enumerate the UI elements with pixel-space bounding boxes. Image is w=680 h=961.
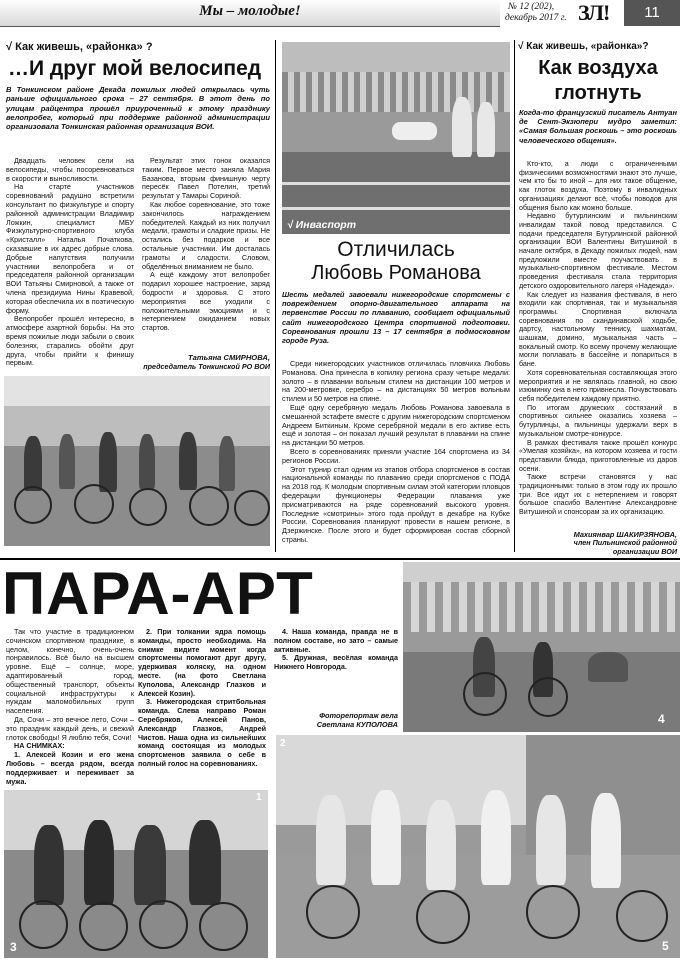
photo-number: 4 [658, 712, 665, 726]
left-article-rubric: √ Как живешь, «районка» ? [6, 41, 153, 53]
paragraph: Кто-кто, а люди с ограниченными физическими возможностями знают это лучше, чем кто бы то иной – для них такое общение, как глоток воздуха. Поэтому в инвалидных организациях делают всё, чтобы поводов для общения было как можно больше. [519, 160, 677, 212]
paragraph: В рамках фестиваля также прошёл конкурс «Умелая хозяйка», на котором хозяева и гости представили блюда, приготовленные из даров осени. [519, 438, 677, 473]
paragraph: Как любое соревнование, это тоже закончилось награждением победителей. Каждый из них получил медали, грамоты и сладкие призы. Не остались без подарков и все остальные участники. Им досталась грамоты и сладости. Словом, обделённых вниманием не было. [142, 199, 270, 271]
paragraph: На старте участников соревнований радушно встретили консультант по физкультуре и спорту районной администрации Владимир Ложкин, специалист МБУ Физкультурно-спортивного клуба «Кристалл» Наталья Початкова, сказавшие в их адрес добрые слова. Добрые напутствия получили участники велопробега и от председателя районной организации ВОИ Татьяны Смирновой, а также от члена президиума Нины Кравевой, которая обеспечила их в поэтическую форму. [6, 182, 134, 315]
bottom-article-col3 [274, 628, 398, 672]
photo-caption: 2. При толкании ядра помощь команды, просто необходима. На снимке видите момент когда спортсмены помогают друг другу, удерживая коляску, на одном месте. (на фото Светлана Куполова, Александр Глазков и Алексей Козин). [138, 627, 266, 698]
paragraph: Среди нижегородских участников отличилась пловчиха Любовь Романова. Она принесла в копилку региона сразу четыре медали: золото – в плавании вольным стилем на дистанции 100 метров и на 200-метровке, серебро – на дистанциях 50 метров вольным стилем и 50 метров на спине. [282, 359, 510, 404]
left-article-signature: Татьяна СМИРНОВА, [187, 353, 270, 362]
photo-caption: 5. Дружная, весёлая команда Нижнего Новгорода. [274, 653, 398, 672]
header-section-title: Мы – молодые! [199, 3, 301, 19]
right-article-signature-role: член Пильнинской районной организации ВОИ [573, 538, 677, 556]
left-article-signature-role: председатель Тонкинской РО ВОИ [143, 362, 270, 371]
para-art-photo-5 [276, 735, 680, 958]
paragraph: Да, Сочи – это вечное лето, Сочи – это праздник каждый день, и свежий глоток свободы! Я люблю тебя, Сочи! [6, 714, 134, 742]
photo-number: 1 [256, 792, 262, 803]
paragraph: Недавно бутурлинским и пильнинским инвалидам такой повод представился. С подачи председателя Бутурлинской районной организации ВОИ Валентины Витушиной в начале октября, в Декаду пожилых людей, нам предложили вместе поучаствовать в музыкально-спортивном фестивале. Местом проведения фестиваля стала территория детского оздоровительного лагеря «Надежда». [519, 212, 677, 290]
paragraph: А ещё каждому этот велопробег подарил хорошее настроение, заряд бодрости и здоровья. С этого мероприятия все уходили с положительными эмоциями и с нетерпением ожиданием новых стартов. [142, 270, 270, 333]
left-article-lead: В Тонкинском районе Декада пожилых людей открылась чуть раньше официального срока – 27 сентября. В этот день по улицам райцентра прошёл приуроченный к этому празднику велопробег, который при поддержке районной администрации организовала Тонкинская районная организация ВОИ. [6, 85, 270, 132]
left-article-col1 [6, 157, 134, 368]
page-number: 11 [644, 4, 660, 21]
photo-caption: 3. Нижегородская стритбольная команда. Слева направо Роман Серебряков, Алексей Панов, Александр Глазков, Андрей Чистов. Наша одна из сильнейших команд состоящая из молодых спортсменов заявила о себе в полный голос на соревнованиях. [138, 697, 266, 768]
page-header [0, 0, 680, 26]
para-art-photo-4 [403, 562, 680, 732]
paragraph: Также встречи становятся у нас традиционными: только в этом году их прошло три. Все идут их с нетерпением и говорят большое спасибо Валентине Александровне Витушиной и спонсорам за их организацию. [519, 473, 677, 517]
paragraph: Двадцать человек сели на велосипеды, чтобы посоревноваться в скорости и выносливости. [6, 156, 134, 183]
left-article-title: …И друг мой велосипед [8, 57, 262, 80]
column-divider [275, 40, 276, 552]
header-issue: № 12 (202), [508, 2, 555, 12]
center-article-title-line1: Отличилась [337, 238, 455, 261]
bottom-article-col2 [138, 628, 266, 769]
center-article-title-line2: Любовь Романова [311, 262, 481, 284]
captions-heading: НА СНИМКАХ: [14, 741, 65, 751]
bottom-article-title: ПАРА-АРТ [2, 560, 314, 627]
photo-tag: √ Инваспорт [287, 219, 357, 231]
left-article-col2 [142, 157, 270, 333]
photo-credit-name: Светлана КУПОЛОВА [316, 720, 398, 729]
photo-number: 5 [662, 939, 669, 953]
paragraph: Велопробег прошёл интересно, в атмосфере азартной борьбы. На это время пожилые люди забыли о своих болезнях, старались обойти друг друга, чтобы прийти к финишу первым. [6, 314, 134, 368]
paragraph: Хотя соревновательная составляющая этого мероприятия и не являлась главной, но свою изюминку она в него привнесла. Почувствовать себя победителем каждому приятно. [519, 368, 677, 403]
right-article-lead: Когда-то французский писатель Антуан де Сент-Экзюпери мудро заметил: «Самая большая роскошь – это роскошь человеческого общения». [519, 108, 677, 145]
photo-caption: 1. Алексей Козин и его жена Любовь – всегда рядом, всегда поддерживает и переживает за мужа. [6, 750, 134, 786]
center-article-lead: Шесть медалей завоевали нижегородские спортсмены с повреждением опорно-двигательного аппарата на первенстве России по плаванию, сообщает официальный сайт нижегородского Центра спортивной подготовки. Соревнования прошли 13 – 17 сентября в подмосковном городе Руза. [282, 290, 510, 346]
photo-number: 2 [280, 738, 286, 749]
center-article-body [282, 360, 510, 545]
cyclists-photo [4, 376, 270, 546]
right-article-body [519, 160, 677, 517]
paragraph: Так что участие в традиционном сочинском спортивном празднике, в целом, конечно, очень-очень понравилось. Всё было на высшем уровне. Ещё – солнце, море, адаптированный город, общественный транспорт, объекты социальной инфраструктуры к нуждам маломобильных групп населения. [6, 627, 134, 716]
right-article-rubric: √ Как живешь, «районка»? [518, 41, 649, 52]
paragraph: Этот турнир стал одним из этапов отбора спортсменов в состав национальной команды по плаванию среди спортсменов с ПОДА на 2018 год. К молодым спортивным силам этой категории пловцов федерации функционеры Федерации плавания уже присматриваются на ряде соревнований высокого уровня. Последние «смотрины» этого года пройдут в декабре на Кубке России. Соревнования планируют провести в нашем регионе, в Дзержинске. После этого и будет сформирован состав сборной страны. [282, 464, 510, 544]
right-article-signature: Махиянвар ШАКИРЗЯНОВА, [573, 530, 677, 539]
right-article-title-line1: Как воздуха [538, 57, 658, 79]
newspaper-logo: ЗЛ! [578, 0, 610, 25]
right-article-title-line2: глотнуть [554, 82, 642, 104]
column-divider [514, 40, 515, 552]
paragraph: По итогам дружеских состязаний в спортивных сильнее оказались хозяева – бутурлинцы, а пильнинцы удержали верх в музыкальном смотре-конкурсе. [519, 403, 677, 438]
swimming-photo [282, 42, 510, 234]
para-art-photo-1 [4, 790, 268, 958]
photo-number: 3 [10, 940, 17, 954]
header-date: декабрь 2017 г. [505, 13, 567, 23]
photo-credit-label: Фоторепортаж вела [319, 711, 398, 720]
photo-caption: 4. Наша команда, правда не в полном составе, но зато – самые активные. [274, 627, 398, 654]
bottom-article-col1 [6, 628, 134, 786]
paragraph: Результат этих гонок оказался таким. Первое место заняла Мария Базанова, вторым финишную черту пересёк Павел Потелин, третий результат у Тамары Сориной. [142, 156, 270, 201]
paragraph: Ещё одну серебряную медаль Любовь Романова завоевала в смешанной эстафете вместе с другим нижегородским спортсменом Андреем Биткиным. Кроме серебряной медали в его активе есть ещё и золотая – он показал лучший результат в плавании на спине на дистанции 50 метров. [282, 402, 510, 448]
paragraph: Как следует из названия фестиваля, в него входили как спортивная, так и музыкальная программы. Спортивная включала соревнования по скандинавской ходьбе, дартсу, настольному теннису, шахматам, шашкам, домино, музыкальная часть – вокальный смотр. Ко всему прочему желающие могли поплавать в бассейне и попариться в бане. [519, 290, 677, 369]
paragraph: Всего в соревнованиях приняли участие 164 спортсмена из 34 регионов России. [282, 446, 510, 465]
